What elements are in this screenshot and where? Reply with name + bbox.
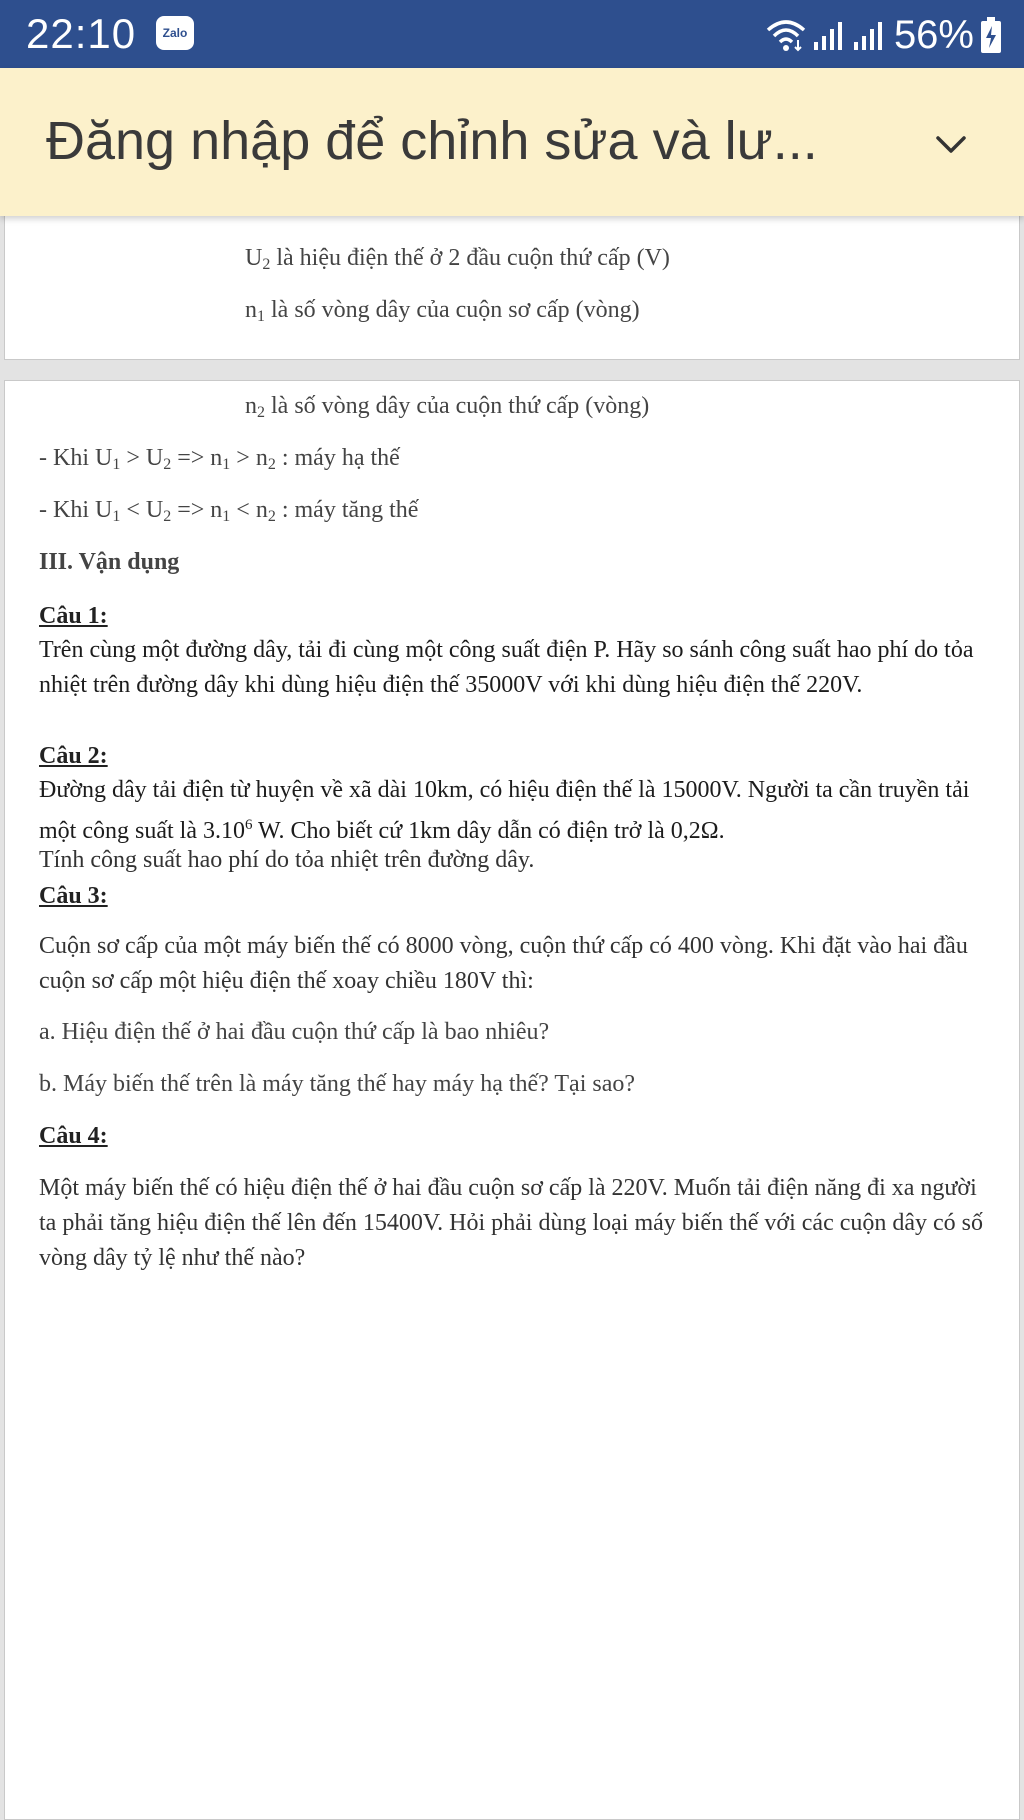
rule-step-down: - Khi $U_1 > U_2 => n_1 > n_2$ : máy hạ thế	[39, 445, 400, 473]
zalo-notification-icon: Zalo	[156, 16, 194, 50]
battery-icon	[980, 16, 1002, 54]
question-1-text: Trên cùng một đường dây, tải đi cùng một công suất điện P. Hãy so sánh công suất hao phí do tỏa nhiệt trên đường dây khi dùng hiệu điện thế 35000V với khi dùng hiệu điện thế 220V.	[39, 637, 974, 698]
sign-in-banner[interactable]	[0, 68, 1024, 216]
document-page	[4, 380, 1020, 1820]
question-4-label: Câu 4:	[39, 1123, 108, 1149]
question-1-label: Câu 1:	[39, 603, 108, 629]
page2-line-n2: $n_2$ là số vòng dây của cuộn thứ cấp (vòng)	[245, 393, 650, 421]
status-bar	[0, 0, 1024, 68]
question-3-part-a: a. Hiệu điện thế ở hai đầu cuộn thứ cấp là bao nhiêu?	[39, 1019, 550, 1045]
page1-line-n1: $n_1$ là số vòng dây của cuộn sơ cấp (vòng)	[245, 297, 640, 325]
wifi-icon	[764, 18, 808, 52]
question-2-label: Câu 2:	[39, 743, 108, 769]
question-3-part-b: b. Máy biến thế trên là máy tăng thế hay máy hạ thế? Tại sao?	[39, 1071, 636, 1097]
chevron-down-icon[interactable]	[926, 120, 976, 170]
question-2-text: Đường dây tải điện từ huyện về xã dài 10km, có hiệu điện thế là 15000V. Người ta cần truyền tải một công suất là 3.10$^6$ W. Cho biết cứ 1km dây dẫn có điện trở là 0,2Ω.	[39, 777, 970, 844]
question-3-text: Cuộn sơ cấp của một máy biến thế có 8000 vòng, cuộn thứ cấp có 400 vòng. Khi đặt vào hai đầu cuộn sơ cấp một hiệu điện thế xoay chiều 180V thì:	[39, 933, 968, 994]
signal-icon	[812, 18, 846, 52]
status-time: 22:10	[26, 10, 137, 57]
question-3-label: Câu 3:	[39, 883, 108, 909]
status-icons	[764, 10, 1002, 60]
question-2-text-continued: Tính công suất hao phí do tỏa nhiệt trên đường dây.	[39, 847, 535, 873]
section-heading: III. Vận dụng	[39, 549, 180, 575]
signal-icon	[852, 18, 886, 52]
document-page	[4, 200, 1020, 360]
question-4-text: Một máy biến thế có hiệu điện thế ở hai đầu cuộn sơ cấp là 220V. Muốn tải điện năng đi xa người ta phải tăng hiệu điện thế lên đến 15400V. Hỏi phải dùng loại máy biến thế với các cuộn dây có số vòng dây tỷ lệ như thế nào?	[39, 1175, 984, 1271]
page1-line-u2: $U_2$ là hiệu điện thế ở 2 đầu cuộn thứ cấp (V)	[245, 245, 670, 273]
rule-step-up: - Khi $U_1 < U_2 => n_1 < n_2$ : máy tăng thế	[39, 497, 419, 525]
battery-percent: 56%	[893, 12, 974, 57]
sign-in-banner-text[interactable]: Đăng nhập để chỉnh sửa và lư...	[46, 111, 818, 171]
